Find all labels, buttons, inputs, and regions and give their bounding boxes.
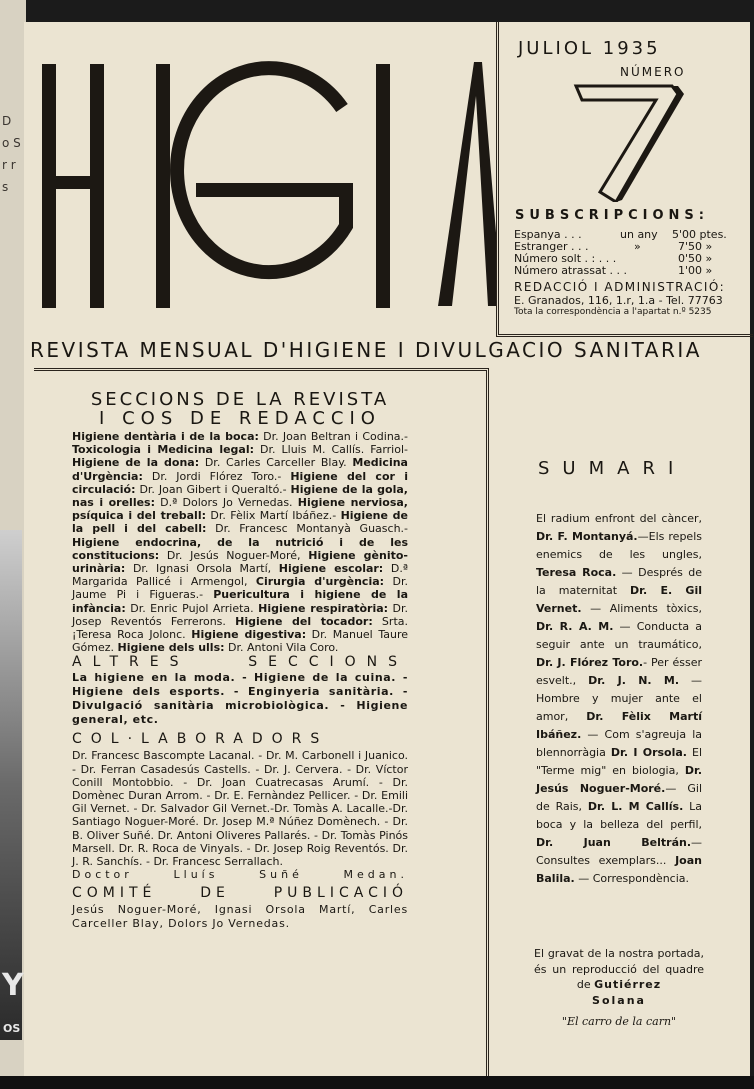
collaborators-last: Doctor Lluís Suñé Medan. <box>72 868 408 882</box>
magazine-cover <box>24 22 750 1076</box>
collaborators-text: Dr. Francesc Bascompte Lacanal. - Dr. M. Carbonell i Juanico. - Dr. Ferran Casadesús Castells. - Dr. J. Cervera. - Dr. Víctor Conill Montobbio. - Dr. Joan Cuatrecasas Arumí. - Dr. Domènec Duran Arrom. - Dr. E. Fernàndez Pellicer. - Dr. Emili Gil Vernet. - Dr. Salvador Gil Vernet.-Dr. Tomàs A. Lacalle.-Dr. Santiago Noguer-Moré. Dr. Josep M.ª Núñez Domènech. - Dr. B. Oliver Suñé. Dr. Antoni Oliveres Pallarés. - Dr. Tomàs Pinós Marsell. Dr. R. Roca de Vinyals. - Dr. Josep Roig Reventós. Dr. J. R. Sanchís. - Dr. Francesc Serrallach. <box>72 749 408 869</box>
sections-column <box>72 390 408 930</box>
subscription-prices <box>514 229 750 277</box>
committee-text: Jesús Noguer-Moré, Ignasi Orsola Martí, Carles Carceller Blay, Dolors Jo Vernedas. <box>72 903 408 930</box>
committee-title: COMITÉ DE PUBLICACIÓ <box>72 885 408 902</box>
admin-address: E. Granados, 116, 1.r, 1.a - Tel. 77763 <box>514 294 723 307</box>
price-row: Espanya . . . un any 5'00 ptes. <box>514 228 727 241</box>
cover-painting-title: "El carro de la carn" <box>561 1015 677 1028</box>
previous-page-text: D o S r r s <box>2 114 21 194</box>
sections-title: SECCIONS DE LA REVISTA <box>90 389 390 410</box>
tagline: REVISTA MENSUAL D'HIGIENE I DIVULGACIO SANITARIA <box>30 338 702 362</box>
admin-heading: REDACCIÓ I ADMINISTRACIÓ: <box>514 280 726 294</box>
bottom-edge <box>0 1076 754 1089</box>
issue-date: JULIOL 1935 <box>518 38 661 59</box>
correspondence-note: Tota la correspondència a l'apartat n.º 5235 <box>514 307 712 317</box>
cover-note-artist: Solana <box>592 993 646 1007</box>
other-sections-title: ALTRES SECCIONS <box>72 654 408 671</box>
summary-title: SUMARI <box>538 458 687 479</box>
previous-page-edge <box>0 0 26 1089</box>
price-row: Número atrassat . . . 1'00 » <box>514 264 713 277</box>
other-sections-text: La higiene en la moda. - Higiene de la cuina. - Higiene dels esports. - Enginyeria sanitària. - Divulgació sanitària microbiològica. - Higiene general, etc. <box>72 671 408 727</box>
previous-page-photo <box>0 530 22 1040</box>
issue-number <box>564 82 694 202</box>
previous-page-small-letters: OS <box>3 1022 21 1035</box>
previous-page-big-letter: Y <box>2 968 24 1003</box>
subscriptions-heading: SUBSCRIPCIONS: <box>515 208 709 223</box>
collaborators-title: COL·LABORADORS <box>72 731 329 748</box>
summary-text: El radium enfront del càncer, Dr. F. Montanyá.—Els repels enemics de les ungles, Teresa Roca. — Després de la maternitat Dr. E. Gil Vernet. — Aliments tòxics, Dr. R. A. M. — Conducta a seguir ante un traumático, Dr. J. Flórez Toro.- Per ésser esvelt., Dr. J. N. M. — Hombre y mujer ante el amor, Dr. Fèlix Martí Ibáñez. — Com s'agreuja la blennorràgia Dr. I Orsola. El "Terme mig" en biologia, Dr. Jesús Noguer-Moré.— Gil de Rais, Dr. L. M Callís. La boca y la belleza del perfil, Dr. Juan Beltrán.—Consultes exemplars... Joan Balila. — Correspondència. <box>536 512 703 885</box>
sections-subtitle: I COS DE REDACCIO <box>99 408 381 429</box>
cover-note <box>534 946 704 1030</box>
higia-logo <box>36 56 496 324</box>
issue-number-label: NÚMERO <box>620 65 686 79</box>
price-row: Número solt . : . . . 0'50 » <box>514 252 713 265</box>
sections-list: Higiene dentària i de la boca: Dr. Joan Beltran i Codina.-Toxicologia i Medicina legal: Dr. Lluis M. Callís. Farriol-Higiene de la dona: Dr. Carles Carceller Blay. Medicina d'Urgència: Dr. Jordi Flórez Toro.- Higiene del cor i circulació: Dr. Joan Gibert i Queraltó.- Higiene de la gola, nas i orelles: D.ª Dolors Jo Vernedas. Higiene nerviosa, psíquica i del treball: Dr. Fèlix Martí Ibáñez.- Higiene de la pell i del cabell: Dr. Francesc Montanyà Guasch.- Higiene endocrina, de la nutrició i de les constitucions: Dr. Jesús Noguer-Moré, Higiene gènito-urinària: Dr. Ignasi Orsola Martí, Higiene escolar: D.ª Margarida Pallicé i Armengol, Cirurgia d'urgència: Dr. Jaume Pi i Figueras.- Puericultura i higiene de la infància: Dr. Enric Pujol Arrieta. Higiene respiratòria: Dr. Josep Reventós Ferrerons. Higiene del tocador: Srta. ¡Teresa Roca Jolonc. Higiene digestiva: Dr. Manuel Taure Gómez. Higiene dels ulls: Dr. Antoni Vila Coro. <box>72 430 409 655</box>
price-row: Estranger . . . » 7'50 » <box>514 240 713 253</box>
cover-note-text: El gravat de la nostra portada, és un reproducció del quadre de Gutiérrez <box>534 947 704 991</box>
